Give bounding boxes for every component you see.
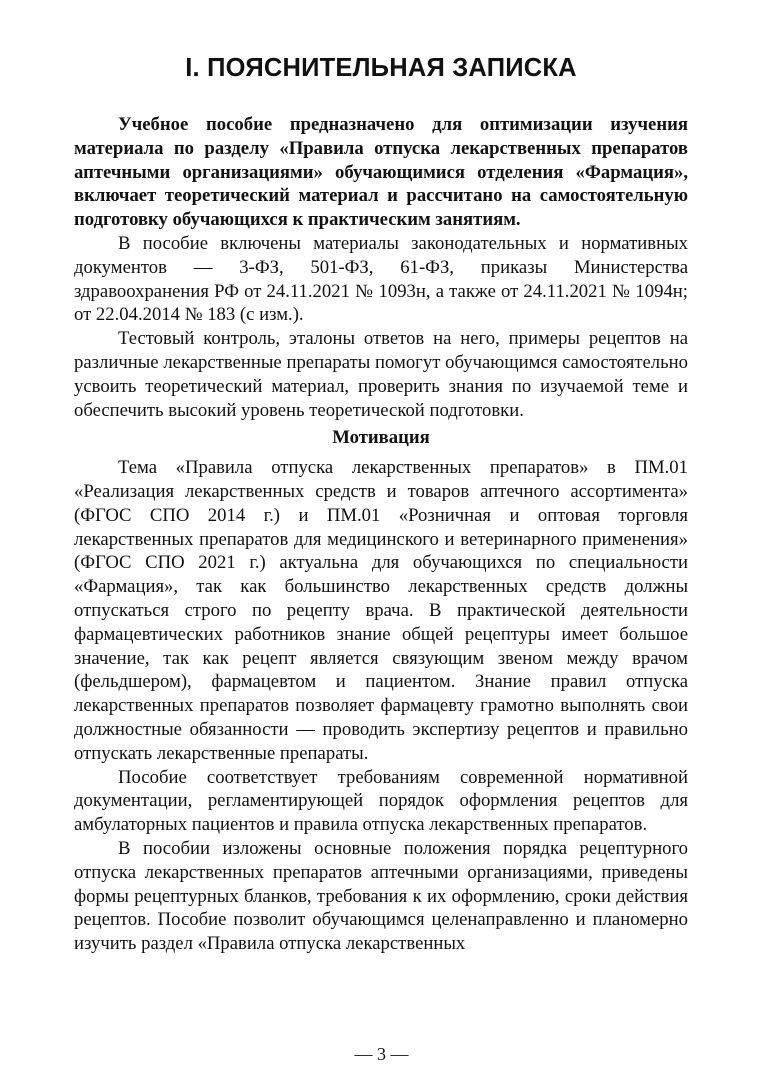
motivation-paragraph-3: В пособии изложены основные положения порядка рецептурного отпуска лекарственных препаратов аптечными организациями, приведены формы рецептурных бланков, требования к их оформлению, сроки действия рецептов. Пособие позволит обучающимся целенаправленно и планомерно изучить раздел «Правила отпуска лекарственных [74, 837, 688, 955]
intro-paragraph-3: Тестовый контроль, эталоны ответов на него, примеры рецептов на различные лекарственные препараты помогут обучающимся самостоятельно усвоить теоретический материал, проверить знания по изучаемой теме и обеспечить высокий уровень теоретической подготовки. [74, 328, 688, 421]
body-text [74, 113, 688, 956]
intro-paragraph-1: Учебное пособие предназначено для оптимизации изучения материала по разделу «Правила отпуска лекарственных препаратов аптечными организациями» обучающимися отделения «Фармация», включает теоретический материал и рассчитано на самостоятельную подготовку обучающихся к практическим занятиям. [74, 114, 688, 231]
page-title: I. ПОЯСНИТЕЛЬНАЯ ЗАПИСКА [185, 54, 577, 82]
motivation-paragraph-1: Тема «Правила отпуска лекарственных препаратов» в ПМ.01 «Реализация лекарственных средств и товаров аптечного ассортимента» (ФГОС СПО 2014 г.) и ПМ.01 «Розничная и оптовая торговля лекарственных препаратов для медицинского и ветеринарного применения» (ФГОС СПО 2021 г.) актуальна для обучающихся по специальности «Фармация», так как большинство лекарственных средств должны отпускаться строго по рецепту врача. В практической деятельности фармацевтических работников знание общей рецептуры имеет большое значение, так как рецепт является связующим звеном между врачом (фельдшером), фармацевтом и пациентом. Знание правил отпуска лекарственных препаратов позволяет фармацевту грамотно выполнять свои должностные обязанности — проводить экспертизу рецептов и правильно отпускать лекарственные препараты. [74, 457, 688, 764]
section-heading-motivation: Мотивация [332, 427, 430, 449]
motivation-paragraph-2: Пособие соответствует требованиям современной нормативной документации, регламентирующей порядок оформления рецептов для амбулаторных пациентов и правила отпуска лекарственных препаратов. [74, 766, 688, 836]
page-number: — 3 — [354, 1044, 409, 1064]
intro-paragraph-2: В пособие включены материалы законодательных и нормативных документов — 3-ФЗ, 501-ФЗ, 61-ФЗ, приказы Министерства здравоохранения РФ от 24.11.2021 № 1093н, а также от 24.11.2021 № 1094н; от 22.04.2014 № 183 (с изм.). [74, 232, 688, 326]
